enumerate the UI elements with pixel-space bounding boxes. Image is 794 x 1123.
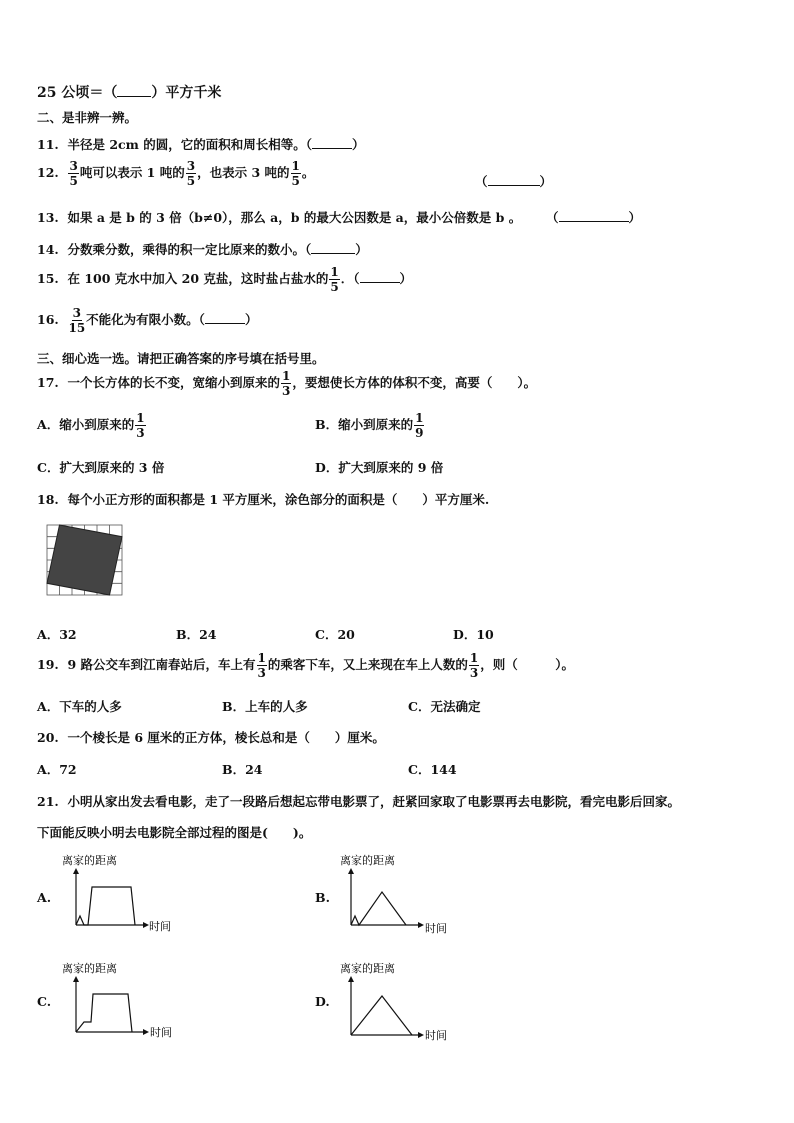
- question-14: 14. 分数乘分数，乘得的积一定比原来的数小。（ ）: [37, 242, 368, 257]
- fraction: $\frac{3}{5}$: [186, 159, 196, 188]
- option-b[interactable]: B．24: [176, 627, 217, 642]
- graph-d[interactable]: [334, 958, 464, 1044]
- graph-x-label: 时间: [425, 1029, 447, 1042]
- option-c[interactable]: C.: [37, 994, 52, 1009]
- question-13-answer: （ ）: [546, 210, 642, 225]
- question-19: 19. 9 路公交车到江南春站后，车上有 $\frac{1}{3}$ 的乘客下车，又上来现在车上人数的 $\frac{1}{3}$ ，则（ ）。: [37, 651, 575, 680]
- option-c[interactable]: C．扩大到原来的 3 倍: [37, 460, 165, 475]
- option-d[interactable]: D.: [315, 994, 330, 1009]
- graph-b[interactable]: [334, 852, 464, 934]
- fraction: $\frac{1}{9}$: [415, 411, 424, 440]
- answer-blank[interactable]: [488, 176, 540, 186]
- option-a[interactable]: A．32: [37, 627, 77, 642]
- question-12: 12. $\frac{3}{5}$ 吨可以表示 1 吨的 $\frac{3}{5}$ ，也表示 3 吨的 $\frac{1}{5}$ 。: [37, 159, 315, 188]
- option-b[interactable]: B．24: [222, 762, 263, 777]
- question-18: 18. 每个小正方形的面积都是 1 平方厘米，涂色部分的面积是（ ）平方厘米.: [37, 492, 490, 507]
- graph-x-label: 时间: [150, 1026, 172, 1039]
- question-20: 20. 一个棱长是 6 厘米的正方体，棱长总和是（ ）厘米。: [37, 730, 385, 745]
- question-21: 21. 小明从家出发去看电影，走了一段路后想起忘带电影票了，赶紧回家取了电影票再去电影院，看完电影后回家。: [37, 794, 680, 809]
- fraction: $\frac{1}{5}$: [330, 265, 339, 294]
- question-21-line2: 下面能反映小明去电影院全部过程的图是( )。: [37, 825, 312, 840]
- option-d[interactable]: D．扩大到原来的 9 倍: [315, 460, 444, 475]
- question-11: 11. 半径是 2cm 的圆，它的面积和周长相等。（ ）: [37, 137, 365, 152]
- question-15: 15. 在 100 克水中加入 20 克盐，这时盐占盐水的 $\frac{1}{5}$ ．（ ）: [37, 265, 413, 294]
- graph-line: [351, 892, 406, 925]
- fraction: $\frac{1}{3}$: [136, 411, 145, 440]
- fraction: $\frac{1}{3}$: [281, 369, 291, 398]
- option-c[interactable]: C．20: [315, 627, 355, 642]
- graph-y-label: 离家的距离: [340, 962, 395, 975]
- shaded-square: [47, 525, 122, 595]
- graph-c[interactable]: [56, 958, 186, 1040]
- answer-blank[interactable]: [205, 314, 245, 324]
- answer-blank[interactable]: [311, 244, 355, 254]
- answer-blank[interactable]: [360, 273, 400, 283]
- graph-a[interactable]: [56, 852, 186, 934]
- option-a[interactable]: A．下车的人多: [37, 699, 122, 714]
- grid-figure: [46, 524, 124, 596]
- graph-y-label: 离家的距离: [62, 962, 117, 975]
- fraction: $\frac{3}{5}$: [69, 159, 78, 188]
- option-c[interactable]: C．无法确定: [408, 699, 481, 714]
- graph-line: [351, 996, 412, 1035]
- option-c[interactable]: C．144: [408, 762, 457, 777]
- conversion-line: [37, 82, 221, 102]
- answer-blank[interactable]: [312, 139, 352, 149]
- option-a[interactable]: A．缩小到原来的 $\frac{1}{3}$: [37, 411, 145, 440]
- question-12-answer: （ ）: [475, 174, 553, 189]
- answer-blank[interactable]: [559, 212, 629, 222]
- fraction: $\frac{3}{15}$: [68, 306, 86, 335]
- conversion-prefix: 25 公顷＝（: [37, 85, 118, 101]
- option-b[interactable]: B．上车的人多: [222, 699, 308, 714]
- question-13: 13. 如果 a 是 b 的 3 倍（b≠0），那么 a，b 的最大公因数是 a，最小公倍数是 b 。: [37, 210, 522, 225]
- question-17: 17. 一个长方体的长不变，宽缩小到原来的 $\frac{1}{3}$ ，要想使长方体的体积不变，高要（ ）。: [37, 369, 537, 398]
- section-2-title: 二、是非辨一辨。: [37, 110, 138, 125]
- question-16: 16. $\frac{3}{15}$ 不能化为有限小数。（ ）: [37, 306, 258, 335]
- option-a[interactable]: A.: [37, 890, 52, 905]
- fraction: $\frac{1}{3}$: [257, 651, 266, 680]
- option-a[interactable]: A．72: [37, 762, 77, 777]
- option-d[interactable]: D．10: [453, 627, 494, 642]
- section-3-title: 三、细心选一选。请把正确答案的序号填在括号里。: [37, 351, 325, 366]
- graph-x-label: 时间: [425, 922, 447, 934]
- graph-line: [76, 887, 135, 925]
- fraction: $\frac{1}{5}$: [291, 159, 300, 188]
- graph-y-label: 离家的距离: [340, 854, 395, 867]
- graph-line: [76, 994, 132, 1032]
- conversion-suffix: ）平方千米: [151, 85, 222, 101]
- answer-blank[interactable]: [117, 87, 151, 97]
- fraction: $\frac{1}{3}$: [469, 651, 479, 680]
- option-b[interactable]: B.: [315, 890, 330, 905]
- graph-y-label: 离家的距离: [62, 854, 117, 867]
- option-b[interactable]: B．缩小到原来的 $\frac{1}{9}$: [315, 411, 424, 440]
- graph-x-label: 时间: [149, 920, 171, 933]
